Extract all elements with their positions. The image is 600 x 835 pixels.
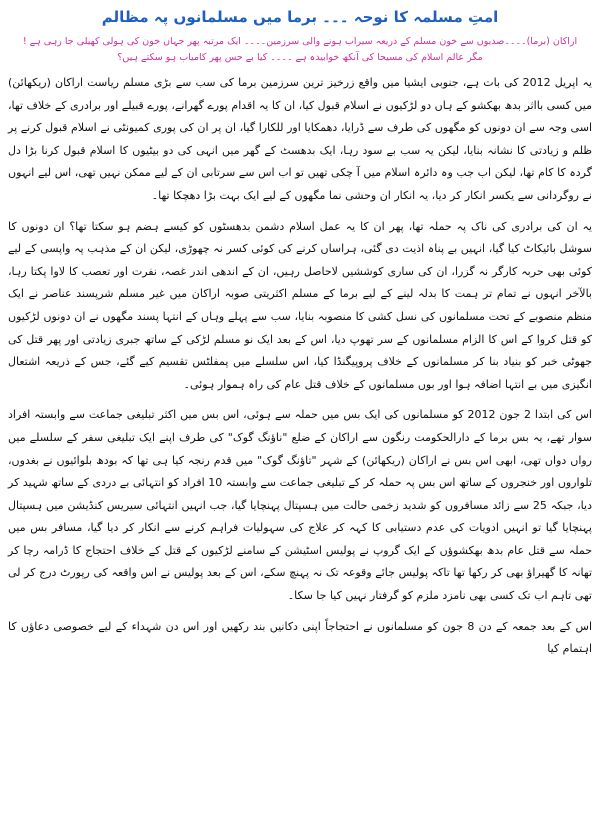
paragraph-4: اس کے بعد جمعہ کے دن 8 جون کو مسلمانوں نے احتجاجاً اپنی دکانیں بند رکھیں اور اس دن شہداء کے لیے خصوصی دعاؤں کا اہتمام کیا [8,619,592,656]
subtitle-line-1: اراکان (برما)۔۔۔۔صدیوں سے خون مسلم کے ذریعہ سیراب ہونے والی سرزمین۔۔۔۔ ایک مرتبہ پھر جہاں خون کی ہولی کھیلی جا رہی ہے ! [22,36,578,47]
paragraph-3: اس کی ابتدا 2 جون 2012 کو مسلمانوں کی ایک بس میں حملہ سے ہوئی، اس بس میں اکثر تبلیغی جماعت سے وابستہ افراد سوار تھے، یہ بس برما کے دارالحکومت رنگون سے اراکان کے ضلع "ناؤنگ گوک" کی طرف اپنے ایک تبلیغی سفر کے سلسلے میں رواں دواں تھی، ابھی اس بس نے اراکان (ریکھائن) کے شہر "تاؤنگ گوک" میں قدم رنجہ کیا ہی تھا کہ بودھ بلوائیوں نے بغدوں، تلواروں اور خنجروں کے ساتھ اس بس پہ حملہ کر کے تبلیغی جماعت سے وابستہ 10 افراد کو انتہائی بے دردی کے ساتھ شہید کر دیا، جبکہ 25 سے زائد مسافروں کو شدید زخمی حالت میں ہسپتال پہنچایا گیا، جب انہیں انتہائی سیریس کنڈیشن میں ہسپتال پہنچایا گیا تو انہیں ادویات کی عدم دستیابی کا کہہ کر علاج کی سہولیات فراہم کرنے سے انکار کر دیا گیا، مسافر بس میں حملہ سے قتل عام بدھ بھکشوؤں کے ایک گروپ نے پولیس اسٹیشن کے سامنے لڑکیوں کے قتل کے خلاف احتجاج کا ڈرامہ رچا کر تھانہ کا گھیراؤ بھی کر رکھا تھا تاکہ پولیس جائے وقوعہ تک نہ پہنچ سکے، اس کے بعد پولیس نے اس واقعہ کی رپورٹ درج کر لی تھی تاہم اب تک کسی بھی نامزد ملزم کو گرفتار نہیں کیا جا سکا۔ [8,408,592,603]
article-subtitle [8,34,592,66]
paragraph-1: یہ اپریل 2012 کی بات ہے، جنوبی ایشیا میں واقع زرخیز ترین سرزمین برما کی سب سے بڑی مسلم ریاست اراکان (ریکھائن) میں کسی بااثر بدھ بھکشو کے ہاں دو لڑکیوں نے اسلام قبول کیا، ان کا یہ اقدام پورے گھرانے، پورے قبیلے اور برادری کے خلاف تھا، اسی وجہ سے ان دونوں کو مگھوں کی طرف سے ڈرایا، دھمکایا اور للکارا گیا، ان پر ان کی پوری کمیونٹی نے اسلام قبول کرنے پر ظلم و زیادتی کا نشانہ بنایا، لیکن یہ سب بے سود رہا، ایک بدھسٹ کے گھر میں انہی کی دو بیٹیوں کا اسلام قبول کرنا بڑا دل گردہ کا کام تھا، لیکن اب جب وہ دائرہ اسلام میں آ چکی تھیں تو اب اس سے سرتابی ان کے لیے ممکن نہیں تھی، اس لیے انہوں نے روگردانی سے یکسر انکار کر دیا، یہ انکار ان وحشی نما مگھوں کے لیے ایک بہت بڑا دھچکا تھا۔ [8,76,592,202]
subtitle-line-2: مگر عالم اسلام کی مسیحا کی آنکھ خوابیدہ ہے ۔۔۔۔ کیا بے حس پھر کامیاب ہو سکتے ہیں؟ [117,52,483,63]
article-title: امتِ مسلمہ کا نوحہ ۔۔۔ برما میں مسلمانوں پہ مظالم [101,8,499,26]
article-body [8,72,592,661]
paragraph-2: یہ ان کی برادری کی ناک پہ حملہ تھا، پھر ان کا یہ عمل اسلام دشمن بدھسٹوں کو کیسے ہضم ہو سکتا تھا؟ ان دونوں کا سوشل بائیکاٹ کیا گیا، انہیں بے پناہ اذیت دی گئی، ہراساں کرنے کی کوئی کسر نہ چھوڑی، لیکن ان کے مذہب پہ واپسی کے لیے کوئی بھی حربہ کارگر نہ گزرا، ان کی ساری کوششیں لاحاصل رہیں، ان کے اندھی اندر غصہ، نفرت اور تعصب کا لاوا پکتا رہا، بالآخر انہوں نے تمام تر ہمت کا بدلہ لینے کے لیے برما کے مسلم اکثریتی صوبہ اراکان میں غیر مسلم شرپسند عناصر نے ایک منظم منصوبے کے تحت مسلمانوں کی نسل کشی کا منصوبہ بنایا، سب سے پہلے وہاں کے انتہا پسند مگھوں نے ان دونوں لڑکیوں کو قتل کروا کے اس کا الزام مسلمانوں کے سر تھوپ دیا، اس کے بعد ایک نو مسلم لڑکی کے ساتھ جبری زیادتی اور پھر قتل کی جھوٹی خبر کو بنیاد بنا کر مسلمانوں کے خلاف پروپیگنڈا کیا، اس سلسلے میں پمفلٹس تقسیم کیے گئے، جس کے ذریعہ اشتعال انگیزی میں بے انتہا اضافہ ہوا اور بوں مسلمانوں کے خلاف قتل عام کی راہ ہموار ہوئی۔ [8,219,592,391]
